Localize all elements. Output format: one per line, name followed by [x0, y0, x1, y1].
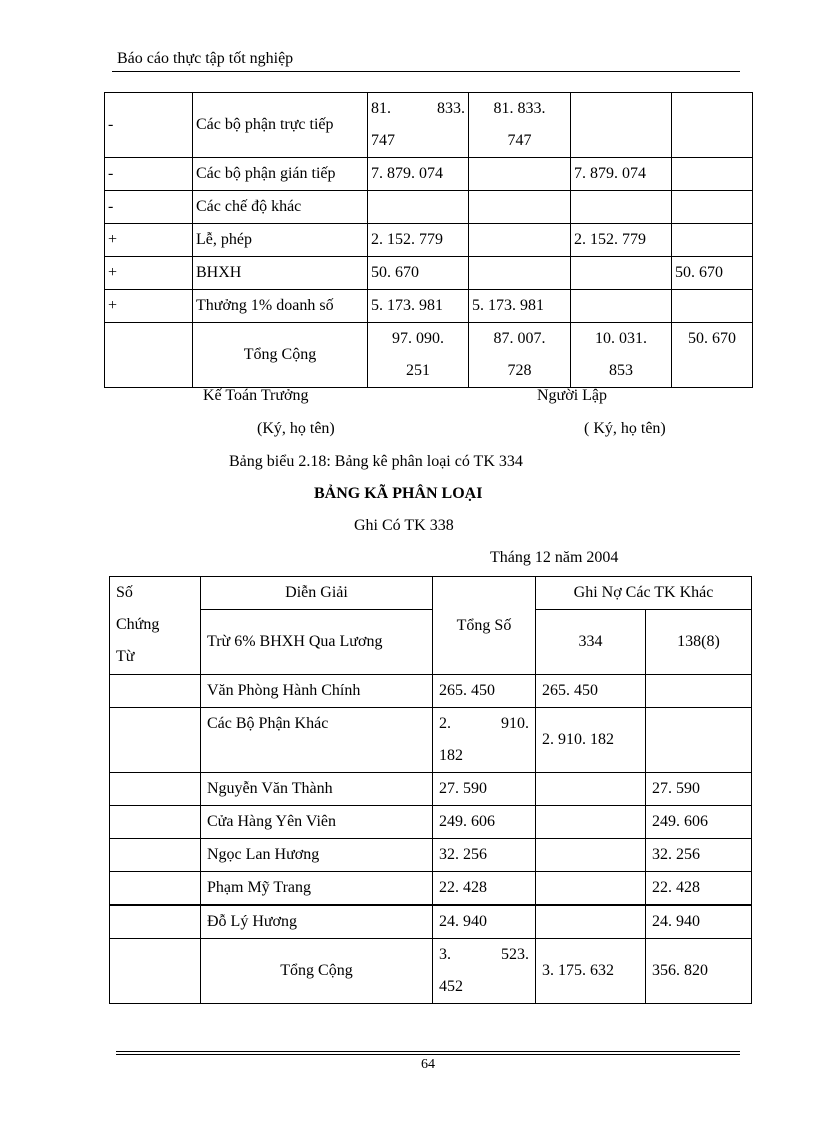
- row-name: Nguyễn Văn Thành: [201, 773, 433, 806]
- header-row: [110, 577, 752, 610]
- total-a: 97. 090. 251: [368, 323, 469, 388]
- total-label: Tổng Cộng: [201, 939, 433, 1004]
- row-name: Các chế độ khác: [193, 191, 368, 224]
- row-mark: +: [105, 224, 193, 257]
- cell-a: 81. 833. 747: [368, 93, 469, 158]
- row-mark: -: [105, 93, 193, 158]
- cell-d: [672, 224, 753, 257]
- row-total: 32. 256: [433, 839, 536, 872]
- cell-c: 2. 152. 779: [571, 224, 672, 257]
- row-138: 22. 428: [646, 872, 752, 906]
- total-mark: [105, 323, 193, 388]
- cell-a: 2. 152. 779: [368, 224, 469, 257]
- header-row: [110, 610, 752, 675]
- cell-b: 5. 173. 981: [469, 290, 571, 323]
- row-name: Các Bộ Phận Khác: [201, 708, 433, 773]
- row-334: [536, 839, 646, 872]
- total-doc: [110, 939, 201, 1004]
- row-doc: [110, 806, 201, 839]
- table-row: [110, 675, 752, 708]
- row-334: [536, 872, 646, 906]
- row-name: Các bộ phận trực tiếp: [193, 93, 368, 158]
- row-name: Thưởng 1% doanh số: [193, 290, 368, 323]
- row-name: Văn Phòng Hành Chính: [201, 675, 433, 708]
- cell-b: 81. 833. 747: [469, 93, 571, 158]
- header-138: 138(8): [646, 610, 752, 675]
- salary-allocation-table: [104, 92, 753, 388]
- table-row: [105, 158, 753, 191]
- row-mark: -: [105, 191, 193, 224]
- table-caption: Bảng biểu 2.18: Bảng kê phân loại có TK 334: [229, 453, 523, 470]
- header-dien-giai: Diễn Giải: [201, 577, 433, 610]
- header-dien-giai-sub: Trừ 6% BHXH Qua Lương: [201, 610, 433, 675]
- cell-a: 50. 670: [368, 257, 469, 290]
- row-138: 32. 256: [646, 839, 752, 872]
- chief-accountant-sign-note: (Ký, họ tên): [257, 420, 335, 437]
- total-b: 87. 007. 728: [469, 323, 571, 388]
- page-header-title: Báo cáo thực tập tốt nghiệp: [117, 50, 294, 67]
- row-334: 2. 910. 182: [536, 708, 646, 773]
- table-row: [110, 905, 752, 939]
- cell-c: [571, 93, 672, 158]
- row-doc: [110, 872, 201, 906]
- row-doc: [110, 839, 201, 872]
- cell-b: [469, 158, 571, 191]
- cell-d: [672, 191, 753, 224]
- row-138: [646, 675, 752, 708]
- row-doc: [110, 905, 201, 939]
- row-334: 265. 450: [536, 675, 646, 708]
- cell-b: [469, 191, 571, 224]
- cell-d: [672, 93, 753, 158]
- footer-rule: [116, 1054, 740, 1055]
- row-name: Cửa Hàng Yên Viên: [201, 806, 433, 839]
- row-name: Ngọc Lan Hương: [201, 839, 433, 872]
- row-mark: +: [105, 257, 193, 290]
- total-c: 10. 031. 853: [571, 323, 672, 388]
- preparer-label: Người Lập: [537, 387, 608, 404]
- table-row: [110, 806, 752, 839]
- cell-c: [571, 191, 672, 224]
- table-row: [110, 773, 752, 806]
- table-row: [105, 290, 753, 323]
- row-doc: [110, 675, 201, 708]
- row-138: 27. 590: [646, 773, 752, 806]
- header-334: 334: [536, 610, 646, 675]
- row-total: 265. 450: [433, 675, 536, 708]
- table-row: [110, 839, 752, 872]
- total-138: 356. 820: [646, 939, 752, 1004]
- table-row: [105, 224, 753, 257]
- row-total: 249. 606: [433, 806, 536, 839]
- row-334: [536, 905, 646, 939]
- table-row: [105, 93, 753, 158]
- cell-c: [571, 257, 672, 290]
- cell-c: 7. 879. 074: [571, 158, 672, 191]
- cell-c: [571, 290, 672, 323]
- row-mark: +: [105, 290, 193, 323]
- row-mark: -: [105, 158, 193, 191]
- header-rule: [112, 71, 740, 72]
- cell-d: [672, 158, 753, 191]
- header-so-chung-tu: Số Chứng Từ: [110, 577, 201, 675]
- row-name: BHXH: [193, 257, 368, 290]
- cell-a: 5. 173. 981: [368, 290, 469, 323]
- row-name: Đỗ Lý Hương: [201, 905, 433, 939]
- total-334: 3. 175. 632: [536, 939, 646, 1004]
- chief-accountant-label: Kế Toán Trưởng: [203, 387, 309, 404]
- row-doc: [110, 708, 201, 773]
- row-doc: [110, 773, 201, 806]
- total-row: [110, 939, 752, 1004]
- row-138: [646, 708, 752, 773]
- row-total: 24. 940: [433, 905, 536, 939]
- footer-rule: [116, 1051, 740, 1052]
- total-label: Tổng Cộng: [193, 323, 368, 388]
- table-row: [105, 257, 753, 290]
- row-334: [536, 773, 646, 806]
- table-row: [110, 872, 752, 906]
- cell-d: 50. 670: [672, 257, 753, 290]
- table-title: BẢNG KÃ PHÂN LOẠI: [314, 485, 483, 502]
- total-amount: 3. 523. 452: [433, 939, 536, 1004]
- header-ghi-no: Ghi Nợ Các TK Khác: [536, 577, 752, 610]
- row-total: 2. 910. 182: [433, 708, 536, 773]
- cell-a: 7. 879. 074: [368, 158, 469, 191]
- row-name: Các bộ phận gián tiếp: [193, 158, 368, 191]
- row-total: 22. 428: [433, 872, 536, 906]
- table-row: [105, 191, 753, 224]
- table-row: [110, 708, 752, 773]
- row-334: [536, 806, 646, 839]
- cell-b: [469, 257, 571, 290]
- row-name: Lễ, phép: [193, 224, 368, 257]
- table-month: Tháng 12 năm 2004: [490, 549, 619, 566]
- total-row: [105, 323, 753, 388]
- page-number: 64: [421, 1057, 435, 1072]
- cell-d: [672, 290, 753, 323]
- cell-b: [469, 224, 571, 257]
- row-138: 249. 606: [646, 806, 752, 839]
- row-138: 24. 940: [646, 905, 752, 939]
- row-name: Phạm Mỹ Trang: [201, 872, 433, 906]
- header-tong-so: Tổng Số: [433, 577, 536, 675]
- preparer-sign-note: ( Ký, họ tên): [584, 420, 666, 437]
- table-subtitle: Ghi Có TK 338: [354, 517, 454, 534]
- row-total: 27. 590: [433, 773, 536, 806]
- tk338-classification-table: [109, 576, 752, 1004]
- cell-a: [368, 191, 469, 224]
- total-d: 50. 670: [672, 323, 753, 388]
